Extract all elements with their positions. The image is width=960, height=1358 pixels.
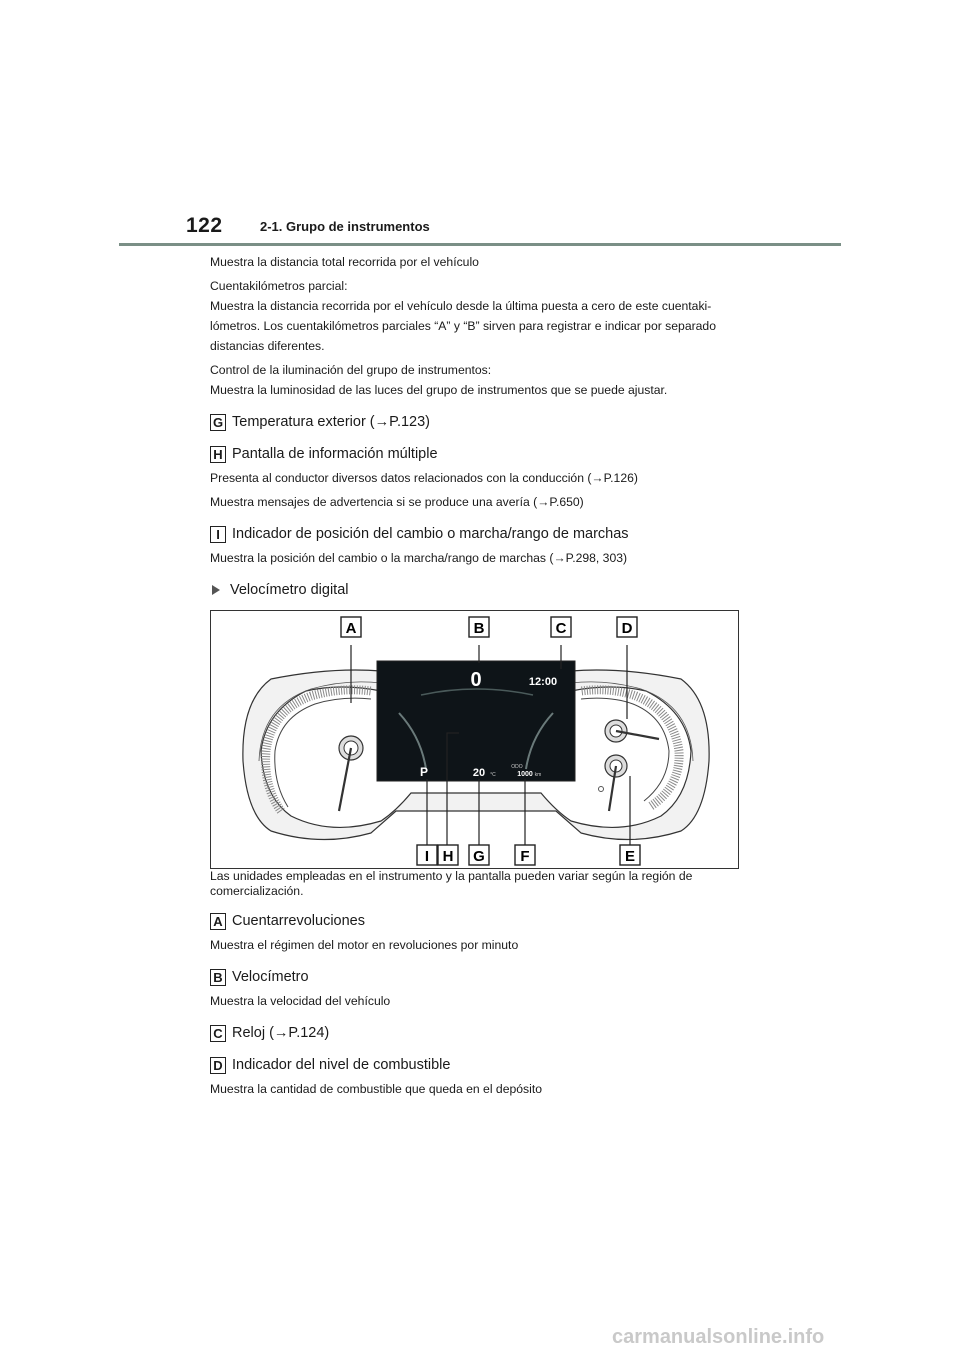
item-desc: Muestra la posición del cambio o la marcha/rango de marchas (→P.298, 303) <box>210 551 628 565</box>
triangle-bullet-icon <box>212 585 220 595</box>
item-desc: Muestra el régimen del motor en revoluciones por minuto <box>210 938 519 952</box>
display-temp: 20 <box>472 767 486 779</box>
item-title: Reloj (→P.124) <box>232 1025 330 1041</box>
item-h <box>210 444 755 464</box>
label-box-d: D <box>210 1057 226 1074</box>
instrument-cluster-illustration <box>211 611 740 870</box>
callout-e <box>620 845 640 865</box>
callout-a <box>341 617 361 637</box>
item-desc: Muestra la velocidad del vehículo <box>210 994 391 1008</box>
callout-g <box>469 845 489 865</box>
callout-c <box>551 617 571 637</box>
item-title: Velocímetro <box>232 969 309 985</box>
watermark: carmanualsonline.info <box>612 1326 825 1348</box>
intro-line: Cuentakilómetros parcial: <box>210 279 348 293</box>
callout-f <box>515 845 535 865</box>
svg-text:E: E <box>624 848 636 865</box>
label-box-h: H <box>210 446 226 463</box>
intro-line: Muestra la distancia total recorrida por el vehículo <box>210 255 479 269</box>
intro-line: lómetros. Los cuentakilómetros parciales “A” y “B” sirven para registrar e indicar por separado <box>210 319 716 333</box>
callout-d <box>617 617 637 637</box>
display-gear: P <box>419 765 429 779</box>
intro-line: Muestra la luminosidad de las luces del grupo de instrumentos que se puede ajustar. <box>210 383 668 397</box>
item-a <box>210 911 755 931</box>
label-box-a: A <box>210 913 226 930</box>
svg-text:B: B <box>473 620 485 637</box>
display-odo-label: ODO <box>511 764 523 770</box>
display-odo: 1000 <box>517 771 533 778</box>
item-title: Temperatura exterior (→P.123) <box>232 414 430 430</box>
display-temp-unit: °C <box>490 772 496 778</box>
svg-text:G: G <box>473 848 485 865</box>
intro-line: distancias diferentes. <box>210 339 325 353</box>
svg-text:I: I <box>424 848 430 865</box>
item-g <box>210 412 755 432</box>
item-b <box>210 967 755 987</box>
callout-b <box>469 617 489 637</box>
intro-line: Control de la iluminación del grupo de instrumentos: <box>210 363 492 377</box>
item-desc: Muestra mensajes de advertencia si se produce una avería (→P.650) <box>210 495 584 509</box>
callout-i <box>417 845 437 865</box>
item-desc: Presenta al conductor diversos datos relacionados con la conducción (→P.126) <box>210 471 638 485</box>
svg-text:F: F <box>520 848 530 865</box>
display-speed: 0 <box>470 669 482 691</box>
label-box-i: I <box>210 526 226 543</box>
label-box-b: B <box>210 969 226 986</box>
display-odo-unit: km <box>534 772 542 778</box>
svg-text:H: H <box>442 848 454 865</box>
header-rule <box>119 243 841 246</box>
svg-text:D: D <box>621 620 633 637</box>
item-title: Pantalla de información múltiple <box>232 446 438 462</box>
figure-caption: Las unidades empleadas en el instrumento y la pantalla pueden variar según la región de comercialización. <box>210 869 693 898</box>
instrument-cluster-figure <box>210 610 739 869</box>
item-title: Indicador del nivel de combustible <box>232 1057 451 1073</box>
label-box-g: G <box>210 414 226 431</box>
item-desc: Muestra la cantidad de combustible que queda en el depósito <box>210 1082 542 1096</box>
page-content <box>210 252 755 1099</box>
subheading-text: Velocímetro digital <box>230 582 349 598</box>
label-box-c: C <box>210 1025 226 1042</box>
svg-text:C: C <box>555 620 567 637</box>
subheading <box>210 580 755 600</box>
intro-line: Muestra la distancia recorrida por el vehículo desde la última puesta a cero de este cuentaki- <box>210 299 712 313</box>
item-title: Indicador de posición del cambio o marcha/rango de marchas <box>232 526 629 542</box>
page-number: 122 <box>186 214 223 237</box>
item-d <box>210 1055 755 1075</box>
section-title: 2-1. Grupo de instrumentos <box>260 219 430 234</box>
svg-text:A: A <box>345 620 357 637</box>
item-c <box>210 1023 755 1043</box>
display-clock: 12:00 <box>528 676 558 688</box>
item-title: Cuentarrevoluciones <box>232 913 365 929</box>
item-i <box>210 524 755 544</box>
callout-h <box>438 845 458 865</box>
